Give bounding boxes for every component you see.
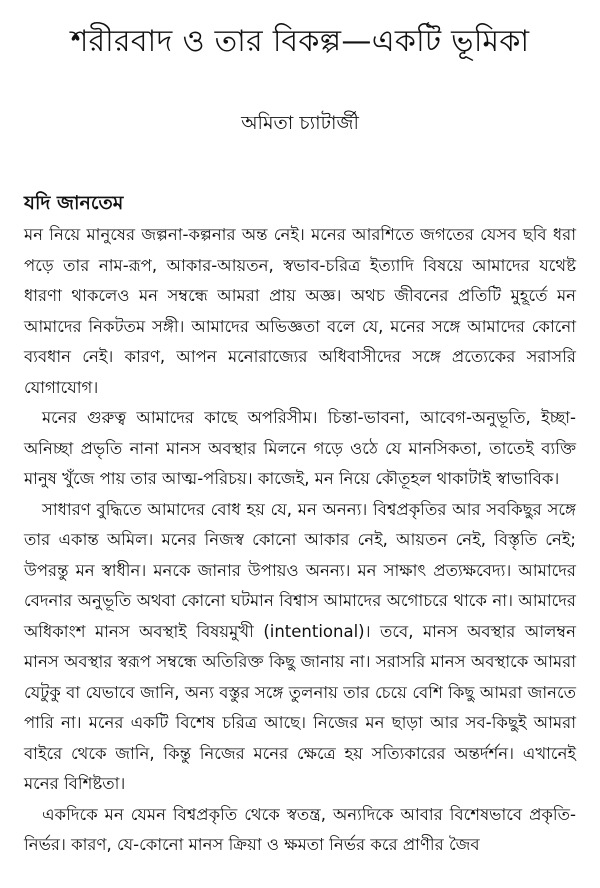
paragraph-2: মনের গুরুত্ব আমাদের কাছে অপরিসীম। চিন্তা-ভাবনা, আবেগ-অনুভূতি, ইচ্ছা-অনিচ্ছা প্রভৃতি নানা মানস অবস্থার মিলনে গড়ে ওঠে যে মানসিকতা, তাতেই ব্যক্তি মানুষ খুঁজে পায় তার আত্ম-পরিচয়। কাজেই, মন নিয়ে কৌতূহল থাকাটাই স্বাভাবিক। — [24, 408, 576, 488]
author-name: অমিতা চ্যাটার্জী — [241, 112, 359, 134]
paragraph-3: সাধারণ বুদ্ধিতে আমাদের বোধ হয় যে, মন অনন্য। বিশ্বপ্রকৃতির আর সবকিছুর সঙ্গে তার একান্ত অমিল। মনের নিজস্ব কোনো আকার নেই, আয়তন নেই, বিস্তৃতি নেই; উপরন্তু মন স্বাধীন। মনকে জানার উপায়ও অনন্য। মন সাক্ষাৎ প্রত্যক্ষবেদ্য। আমাদের বেদনার অনুভূতি অথবা কোনো ঘটমান বিশ্বাস আমাদের অগোচরে থাকে না। আমাদের অধিকাংশ মানস অবস্থাই বিষয়মুখী (intentional)। তবে, মানস অবস্থার আলম্বন মানস অবস্থার স্বরূপ সম্বন্ধে অতিরিক্ত কিছু জানায় না। সরাসরি মানস অবস্থাকে আমরা যেটুকু বা যেভাবে জানি, অন্য বস্তুর সঙ্গে তুলনায় তার চেয়ে বেশি কিছু আমরা জানতে পারি না। মনের একটি বিশেষ চরিত্র আছে। নিজের মন ছাড়া আর সব-কিছুই আমরা বাইরে থেকে জানি, কিন্তু নিজের মনের ক্ষেত্রে হয় সত্যিকারের অন্তর্দর্শন। এখানেই মনের বিশিষ্টতা। — [24, 499, 576, 793]
paragraph-4: একদিকে মন যেমন বিশ্বপ্রকৃতি থেকে স্বতন্ত্র, অন্যদিকে আবার বিশেষভাবে প্রকৃতি-নির্ভর। কারণ, যে-কোনো মানস ক্রিয়া ও ক্ষমতা নির্ভর করে প্রাণীর জৈব — [24, 804, 576, 854]
paragraph-1: মন নিয়ে মানুষের জল্পনা-কল্পনার অন্ত নেই। মনের আরশিতে জগতের যেসব ছবি ধরা পড়ে তার নাম-রূপ, আকার-আয়তন, স্বভাব-চরিত্র ইত্যাদি বিষয়ে আমাদের যথেষ্ট ধারণা থাকলেও মন সম্বন্ধে আমরা প্রায় অজ্ঞ। অথচ জীবনের প্রতিটি মুহূর্তে মন আমাদের নিকটতম সঙ্গী। আমাদের অভিজ্ঞতা বলে যে, মনের সঙ্গে আমাদের কোনো ব্যবধান নেই। কারণ, আপন মনোরাজ্যের অধিবাসীদের সঙ্গে প্রত্যেকের সরাসরি যোগাযোগ। — [24, 225, 576, 397]
section-heading: যদি জানতেম — [24, 192, 124, 214]
article-title: শরীরবাদ ও তার বিকল্প—একটি ভূমিকা — [70, 24, 530, 59]
